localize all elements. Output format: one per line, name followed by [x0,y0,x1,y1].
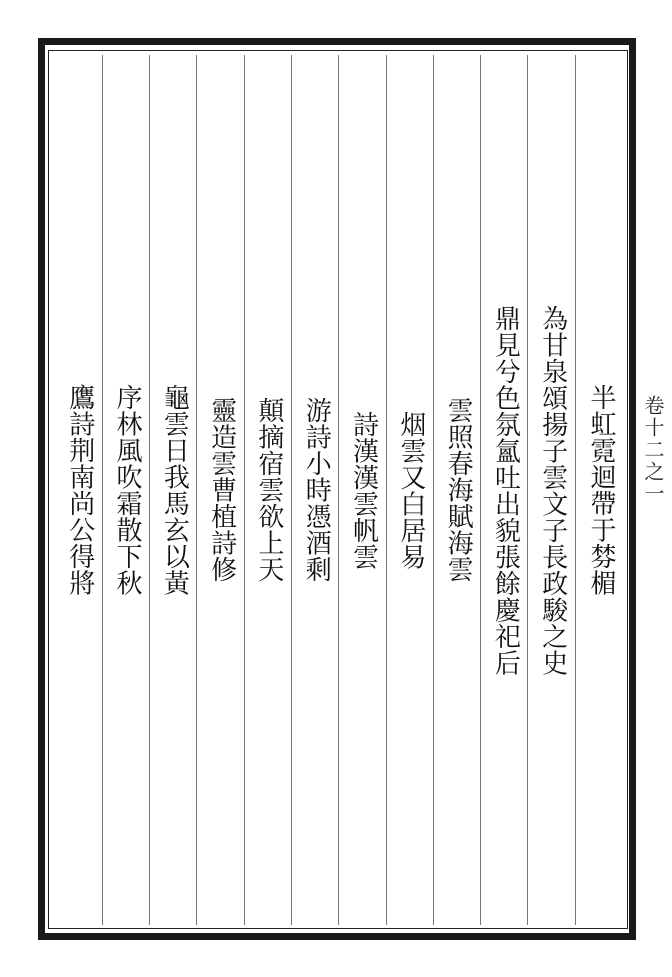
text-column-9: 靈造雲曹植詩修 [197,55,244,925]
text-column-1: 半虹霓迴帶于棼楣 [586,384,616,596]
text-columns [55,55,623,925]
text-column-2: 為甘泉頌揚子雲文子長政駿之史 [528,55,575,925]
text-column-12: 鷹詩荆南尚公得將 [55,55,102,925]
text-column-11: 序林風吹霜散下秋 [103,55,150,925]
text-column-8: 顛摘宿雲欲上天 [245,55,292,925]
text-column-10: 龜雲日我馬玄以黃 [150,55,197,925]
text-column-6: 詩漢漢雲帆雲 [339,55,386,925]
text-column-4: 雲照春海賦海雲 [434,55,481,925]
text-column-7: 游詩小時憑酒剩 [292,55,339,925]
gutter-label: 卷十二之一 [641,395,665,505]
text-column-5: 烟雲又白居易 [387,55,434,925]
text-column-3: 鼎見兮色氛氳吐出貌張餘慶祀后 [481,55,528,925]
